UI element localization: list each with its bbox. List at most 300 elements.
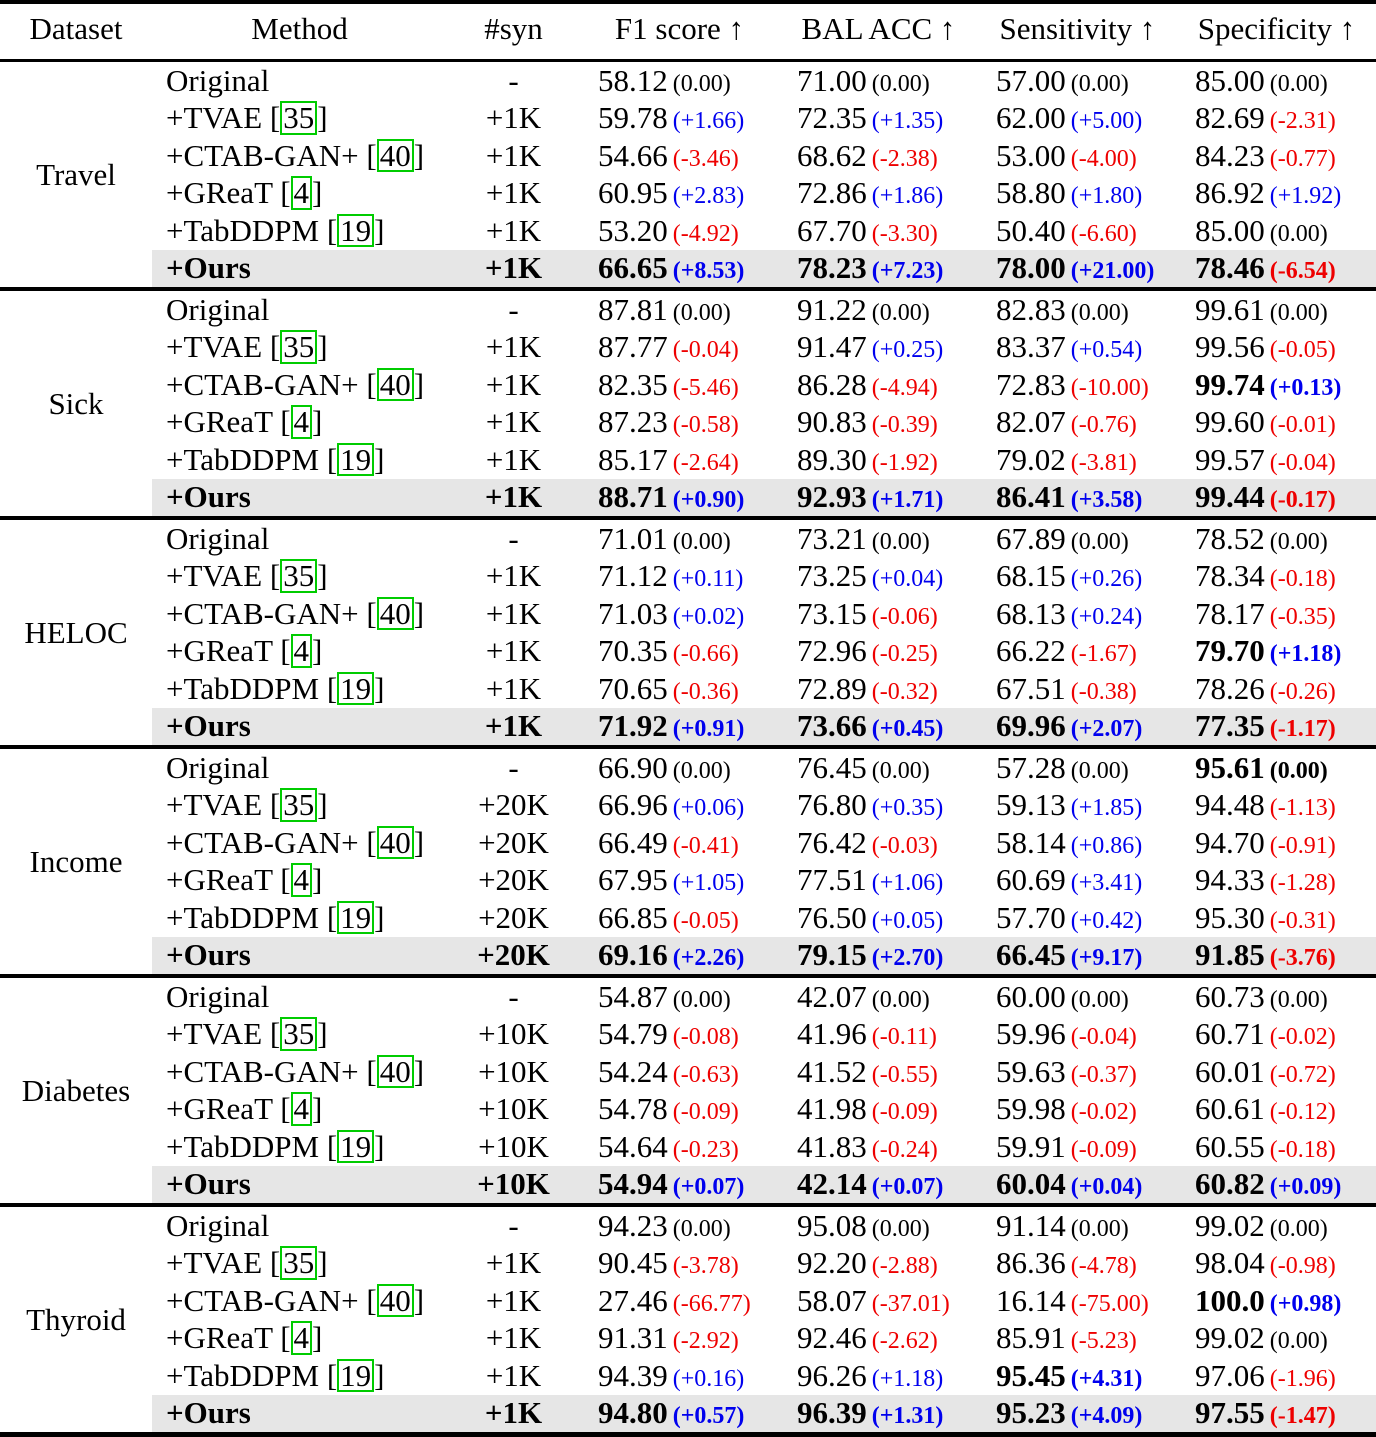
syn-count: +10K	[478, 1128, 549, 1164]
table-row	[0, 290, 1376, 329]
metric-cell-bal-acc	[779, 977, 978, 1016]
bracket-open: [	[326, 212, 338, 248]
method-name: +CTAB-GAN+	[166, 824, 367, 860]
metric-cell-bal-acc	[779, 670, 978, 708]
method-label	[152, 1320, 447, 1358]
metric-value: 67.95	[598, 862, 668, 898]
metric-delta: (+0.04)	[1070, 1174, 1143, 1201]
metric-value: 97.06	[1195, 1357, 1265, 1393]
table-row	[0, 937, 1376, 976]
method-name: +GReaT	[166, 1320, 281, 1356]
metric-cell-f1-score	[580, 1016, 779, 1054]
dataset-label: Income	[29, 843, 123, 879]
metric-delta: (-4.00)	[1070, 145, 1137, 172]
syn-count: +20K	[478, 899, 549, 935]
metric-value: 66.96	[598, 787, 668, 823]
metric-value: 59.78	[598, 100, 668, 136]
metric-cell-f1-score	[580, 441, 779, 479]
method-label	[152, 1128, 447, 1166]
metric-value: 91.47	[797, 329, 867, 365]
metric-delta: (+0.05)	[871, 907, 944, 934]
citation-link[interactable]: 19	[337, 214, 374, 247]
method-label	[152, 899, 447, 937]
metric-cell-specificity	[1177, 595, 1376, 633]
syn-count: -	[508, 978, 519, 1014]
bracket-open: [	[326, 1357, 338, 1393]
metric-delta: (-0.02)	[1269, 1024, 1336, 1051]
metric-delta: (-5.46)	[672, 374, 739, 401]
metric-cell-specificity	[1177, 558, 1376, 596]
metric-delta: (+5.00)	[1070, 108, 1143, 135]
metric-cell-bal-acc	[779, 212, 978, 250]
metric-delta: (+8.53)	[672, 258, 745, 285]
table-row	[0, 404, 1376, 442]
table-row	[0, 441, 1376, 479]
table-row	[0, 1166, 1376, 1205]
metric-cell-specificity	[1177, 1091, 1376, 1129]
metric-value: 60.61	[1195, 1091, 1265, 1127]
table-row	[0, 100, 1376, 138]
metric-delta: (-0.08)	[672, 1024, 739, 1051]
metric-value: 91.31	[598, 1320, 668, 1356]
column-header-specificity: Specificity ↑	[1197, 11, 1356, 46]
dataset-label: Sick	[48, 385, 104, 421]
metric-value: 95.30	[1195, 899, 1265, 935]
metric-delta: (-0.55)	[871, 1061, 938, 1088]
bracket-close: ]	[413, 1282, 425, 1318]
metric-cell-bal-acc	[779, 1395, 978, 1434]
table-row	[0, 519, 1376, 558]
method-label	[152, 1357, 447, 1395]
metric-delta: (-2.38)	[871, 145, 938, 172]
metric-cell-bal-acc	[779, 1245, 978, 1283]
metric-cell-specificity	[1177, 1357, 1376, 1395]
metric-value: 86.36	[996, 1245, 1066, 1281]
column-header-sensitivity: Sensitivity ↑	[999, 11, 1156, 46]
method-name: +CTAB-GAN+	[166, 1053, 367, 1089]
metric-value: 72.35	[797, 100, 867, 136]
metric-delta: (-3.76)	[1269, 945, 1336, 972]
metric-delta: (-0.72)	[1269, 1061, 1336, 1088]
citation-link[interactable]: 40	[377, 597, 414, 630]
metric-delta: (-4.78)	[1070, 1253, 1137, 1280]
metric-value: 41.96	[797, 1016, 867, 1052]
metric-delta: (+2.83)	[672, 183, 745, 210]
metric-delta: (-0.36)	[672, 678, 739, 705]
metric-cell-f1-score	[580, 329, 779, 367]
syn-count: +1K	[485, 100, 542, 136]
metric-delta: (-0.25)	[871, 641, 938, 668]
metric-delta: (+1.05)	[672, 870, 745, 897]
citation-link[interactable]: 35	[280, 1246, 317, 1279]
metric-value: 82.35	[598, 366, 668, 402]
metric-delta: (0.00)	[672, 299, 731, 326]
metric-cell-sensitivity	[978, 441, 1177, 479]
metric-delta: (0.00)	[1269, 220, 1328, 247]
metric-cell-sensitivity	[978, 290, 1177, 329]
metric-cell-sensitivity	[978, 748, 1177, 787]
table-header	[0, 2, 1376, 62]
method-name: +GReaT	[166, 633, 281, 669]
metric-cell-specificity	[1177, 1206, 1376, 1245]
bracket-open: [	[269, 329, 281, 365]
metric-value: 94.33	[1195, 862, 1265, 898]
metric-cell-f1-score	[580, 558, 779, 596]
method-label	[152, 441, 447, 479]
method-name: +TVAE	[166, 787, 270, 823]
bracket-open: [	[326, 1128, 338, 1164]
metric-delta: (+0.90)	[672, 487, 745, 514]
citation-link[interactable]: 19	[337, 901, 374, 934]
syn-count: +10K	[478, 1053, 549, 1089]
metric-value: 100.0	[1195, 1282, 1265, 1318]
syn-count: +1K	[485, 1282, 542, 1318]
metric-delta: (+0.24)	[1070, 603, 1143, 630]
metric-value: 60.55	[1195, 1128, 1265, 1164]
metric-value: 59.98	[996, 1091, 1066, 1127]
metric-value: 27.46	[598, 1282, 668, 1318]
citation-link[interactable]: 19	[337, 443, 374, 476]
bracket-open: [	[280, 404, 291, 440]
bracket-open: [	[280, 1320, 291, 1356]
metric-cell-sensitivity	[978, 519, 1177, 558]
metric-delta: (+1.18)	[871, 1365, 944, 1392]
metric-value: 85.00	[1195, 212, 1265, 248]
metric-value: 92.20	[797, 1245, 867, 1281]
syn-count: +1K	[485, 558, 542, 594]
method-label: +Ours	[152, 937, 447, 976]
metric-value: 99.61	[1195, 291, 1265, 327]
syn-count: +1K	[485, 595, 542, 631]
metric-cell-specificity	[1177, 1166, 1376, 1205]
table-row	[0, 670, 1376, 708]
metric-cell-f1-score	[580, 1395, 779, 1434]
metric-delta: (-0.09)	[1070, 1136, 1137, 1163]
metric-delta: (0.00)	[672, 528, 731, 555]
metric-delta: (-0.01)	[1269, 412, 1336, 439]
citation-link[interactable]: 40	[377, 139, 414, 172]
metric-delta: (+4.31)	[1070, 1365, 1143, 1392]
metric-value: 83.37	[996, 329, 1066, 365]
metric-delta: (+0.42)	[1070, 907, 1143, 934]
metric-value: 78.26	[1195, 670, 1265, 706]
metric-cell-sensitivity	[978, 479, 1177, 518]
method-name: +TVAE	[166, 558, 270, 594]
metric-delta: (-4.94)	[871, 374, 938, 401]
metric-delta: (-6.60)	[1070, 220, 1137, 247]
syn-count: +1K	[485, 1320, 542, 1356]
metric-cell-bal-acc	[779, 1053, 978, 1091]
metric-cell-sensitivity	[978, 862, 1177, 900]
method-label: Original	[166, 62, 270, 98]
metric-delta: (0.00)	[871, 70, 930, 97]
metric-value: 96.26	[797, 1357, 867, 1393]
metric-delta: (-37.01)	[871, 1290, 950, 1317]
metric-delta: (-10.00)	[1070, 374, 1149, 401]
method-name: +CTAB-GAN+	[166, 595, 367, 631]
method-label: Original	[166, 749, 270, 785]
metric-value: 68.62	[797, 137, 867, 173]
bracket-open: [	[269, 1245, 281, 1281]
metric-delta: (0.00)	[672, 1215, 731, 1242]
citation-link[interactable]: 35	[280, 101, 317, 134]
metric-cell-bal-acc	[779, 329, 978, 367]
table-row	[0, 787, 1376, 825]
metric-value: 71.00	[797, 62, 867, 98]
metric-delta: (+2.07)	[1070, 716, 1143, 743]
metric-cell-bal-acc	[779, 937, 978, 976]
metric-cell-specificity	[1177, 366, 1376, 404]
metric-cell-f1-score	[580, 366, 779, 404]
citation-link[interactable]: 40	[377, 368, 414, 401]
metric-value: 90.45	[598, 1245, 668, 1281]
metric-value: 92.46	[797, 1320, 867, 1356]
citation-link[interactable]: 35	[280, 330, 317, 363]
metric-value: 53.20	[598, 212, 668, 248]
bracket-open: [	[280, 862, 291, 898]
metric-cell-sensitivity	[978, 100, 1177, 138]
method-name: +TVAE	[166, 1245, 270, 1281]
metric-cell-f1-score	[580, 899, 779, 937]
metric-cell-sensitivity	[978, 1128, 1177, 1166]
metric-cell-specificity	[1177, 787, 1376, 825]
metric-value: 72.83	[996, 366, 1066, 402]
citation-link[interactable]: 35	[280, 559, 317, 592]
metric-cell-bal-acc	[779, 708, 978, 747]
bracket-open: [	[269, 100, 281, 136]
method-name: +TVAE	[166, 329, 270, 365]
metric-value: 76.45	[797, 749, 867, 785]
method-label	[152, 212, 447, 250]
metric-value: 72.96	[797, 633, 867, 669]
table-row	[0, 1206, 1376, 1245]
metric-value: 77.35	[1195, 708, 1265, 744]
metric-value: 41.83	[797, 1128, 867, 1164]
metric-delta: (-0.05)	[672, 907, 739, 934]
metric-cell-sensitivity	[978, 1091, 1177, 1129]
table-row	[0, 633, 1376, 671]
method-label	[152, 824, 447, 862]
metric-delta: (+1.85)	[1070, 795, 1143, 822]
metric-cell-specificity	[1177, 670, 1376, 708]
metric-cell-bal-acc	[779, 787, 978, 825]
metric-value: 67.51	[996, 670, 1066, 706]
table-row	[0, 366, 1376, 404]
citation-link[interactable]: 19	[337, 1359, 374, 1392]
bracket-close: ]	[317, 329, 328, 365]
metric-value: 69.96	[996, 708, 1066, 744]
method-name: +CTAB-GAN+	[166, 1282, 367, 1318]
metric-value: 91.14	[996, 1207, 1066, 1243]
metric-value: 42.14	[797, 1166, 867, 1202]
metric-cell-sensitivity	[978, 595, 1177, 633]
citation-link[interactable]: 4	[291, 634, 313, 667]
metric-delta: (-0.38)	[1070, 678, 1137, 705]
metric-cell-bal-acc	[779, 1320, 978, 1358]
metric-cell-sensitivity	[978, 899, 1177, 937]
method-label: +Ours	[152, 250, 447, 289]
metric-value: 53.00	[996, 137, 1066, 173]
method-label	[152, 366, 447, 404]
metric-value: 94.23	[598, 1207, 668, 1243]
syn-count: +1K	[447, 708, 580, 747]
syn-count: +1K	[447, 250, 580, 289]
metric-cell-specificity	[1177, 137, 1376, 175]
column-header-dataset: Dataset	[29, 11, 123, 46]
bracket-open: [	[280, 1091, 291, 1127]
metric-value: 82.07	[996, 404, 1066, 440]
metric-delta: (+4.09)	[1070, 1403, 1143, 1430]
metric-value: 71.03	[598, 595, 668, 631]
table-row	[0, 595, 1376, 633]
metric-delta: (0.00)	[871, 528, 930, 555]
metric-delta: (0.00)	[1070, 1215, 1129, 1242]
table-row	[0, 862, 1376, 900]
bracket-close: ]	[317, 1016, 328, 1052]
metric-cell-f1-score	[580, 212, 779, 250]
metric-value: 62.00	[996, 100, 1066, 136]
metric-cell-bal-acc	[779, 899, 978, 937]
metric-cell-f1-score	[580, 137, 779, 175]
citation-link[interactable]: 35	[280, 1017, 317, 1050]
metric-delta: (+9.17)	[1070, 945, 1143, 972]
method-label	[152, 137, 447, 175]
metric-value: 66.85	[598, 899, 668, 935]
metric-cell-f1-score	[580, 519, 779, 558]
method-name: +GReaT	[166, 175, 281, 211]
metric-delta: (0.00)	[672, 757, 731, 784]
metric-value: 41.52	[797, 1053, 867, 1089]
metric-cell-sensitivity	[978, 137, 1177, 175]
citation-link[interactable]: 40	[377, 1055, 414, 1088]
metric-value: 94.48	[1195, 787, 1265, 823]
metric-value: 84.23	[1195, 137, 1265, 173]
metric-cell-f1-score	[580, 708, 779, 747]
metric-delta: (-0.04)	[672, 337, 739, 364]
metric-delta: (-0.06)	[871, 603, 938, 630]
metric-value: 86.28	[797, 366, 867, 402]
citation-link[interactable]: 4	[291, 1092, 313, 1125]
metric-delta: (-2.64)	[672, 449, 739, 476]
metric-value: 67.70	[797, 212, 867, 248]
column-header-bal-acc: BAL ACC ↑	[801, 11, 956, 46]
metric-cell-sensitivity	[978, 1206, 1177, 1245]
citation-link[interactable]: 4	[291, 176, 313, 209]
citation-link[interactable]: 19	[337, 1130, 374, 1163]
metric-cell-f1-score	[580, 787, 779, 825]
metric-delta: (-0.39)	[871, 412, 938, 439]
table-row	[0, 175, 1376, 213]
metric-delta: (-1.28)	[1269, 870, 1336, 897]
metric-delta: (+1.71)	[871, 487, 944, 514]
table-bottom-rule	[0, 1433, 1376, 1436]
metric-delta: (-0.63)	[672, 1061, 739, 1088]
metric-delta: (-0.37)	[1070, 1061, 1137, 1088]
metric-value: 73.21	[797, 520, 867, 556]
metric-value: 60.82	[1195, 1166, 1265, 1202]
metric-value: 85.00	[1195, 62, 1265, 98]
method-name: +TabDDPM	[166, 1357, 327, 1393]
metric-cell-f1-score	[580, 1357, 779, 1395]
metric-delta: (0.00)	[871, 986, 930, 1013]
metric-cell-specificity	[1177, 1245, 1376, 1283]
metric-delta: (+0.13)	[1269, 374, 1342, 401]
metric-value: 16.14	[996, 1282, 1066, 1318]
metric-cell-bal-acc	[779, 1091, 978, 1129]
metric-delta: (-2.92)	[672, 1328, 739, 1355]
metric-cell-bal-acc	[779, 1357, 978, 1395]
metric-delta: (-0.41)	[672, 832, 739, 859]
metric-value: 60.71	[1195, 1016, 1265, 1052]
citation-link[interactable]: 4	[291, 863, 313, 896]
metric-cell-specificity	[1177, 175, 1376, 213]
metric-value: 70.65	[598, 670, 668, 706]
metric-value: 73.66	[797, 708, 867, 744]
metric-value: 68.15	[996, 558, 1066, 594]
method-label	[152, 1091, 447, 1129]
citation-link[interactable]: 40	[377, 1284, 414, 1317]
bracket-open: [	[326, 899, 338, 935]
metric-value: 87.77	[598, 329, 668, 365]
metric-value: 79.02	[996, 441, 1066, 477]
metric-value: 99.57	[1195, 441, 1265, 477]
metric-value: 73.15	[797, 595, 867, 631]
citation-link[interactable]: 4	[291, 1321, 313, 1354]
bracket-close: ]	[374, 441, 385, 477]
metric-value: 50.40	[996, 212, 1066, 248]
metric-delta: (-0.04)	[1070, 1024, 1137, 1051]
metric-value: 95.08	[797, 1207, 867, 1243]
metric-cell-specificity	[1177, 329, 1376, 367]
bracket-open: [	[366, 366, 377, 402]
metric-delta: (0.00)	[1269, 757, 1328, 784]
metric-delta: (+0.06)	[672, 795, 745, 822]
method-label	[152, 329, 447, 367]
metric-cell-sensitivity	[978, 558, 1177, 596]
metric-delta: (+1.18)	[1269, 641, 1342, 668]
metric-value: 87.23	[598, 404, 668, 440]
bracket-open: [	[366, 1053, 377, 1089]
metric-cell-bal-acc	[779, 1166, 978, 1205]
citation-link[interactable]: 35	[280, 788, 317, 821]
metric-delta: (-0.04)	[1269, 449, 1336, 476]
metric-delta: (+0.11)	[672, 566, 744, 593]
metric-value: 86.41	[996, 479, 1066, 515]
metric-value: 68.13	[996, 595, 1066, 631]
metric-delta: (+1.66)	[672, 108, 745, 135]
method-name: +TVAE	[166, 1016, 270, 1052]
method-name: +TabDDPM	[166, 1128, 327, 1164]
metric-value: 60.69	[996, 862, 1066, 898]
table-row	[0, 1091, 1376, 1129]
table-row	[0, 1053, 1376, 1091]
metric-cell-specificity	[1177, 708, 1376, 747]
metric-value: 85.91	[996, 1320, 1066, 1356]
metric-cell-sensitivity	[978, 1282, 1177, 1320]
metric-delta: (-2.88)	[871, 1253, 938, 1280]
metric-delta: (-0.09)	[672, 1099, 739, 1126]
metric-delta: (0.00)	[1269, 70, 1328, 97]
metric-cell-sensitivity	[978, 404, 1177, 442]
method-label	[152, 1053, 447, 1091]
metric-delta: (0.00)	[1070, 70, 1129, 97]
citation-link[interactable]: 4	[291, 405, 313, 438]
metric-cell-f1-score	[580, 1320, 779, 1358]
metric-value: 59.63	[996, 1053, 1066, 1089]
citation-link[interactable]: 40	[377, 826, 414, 859]
citation-link[interactable]: 19	[337, 672, 374, 705]
method-name: +GReaT	[166, 404, 281, 440]
